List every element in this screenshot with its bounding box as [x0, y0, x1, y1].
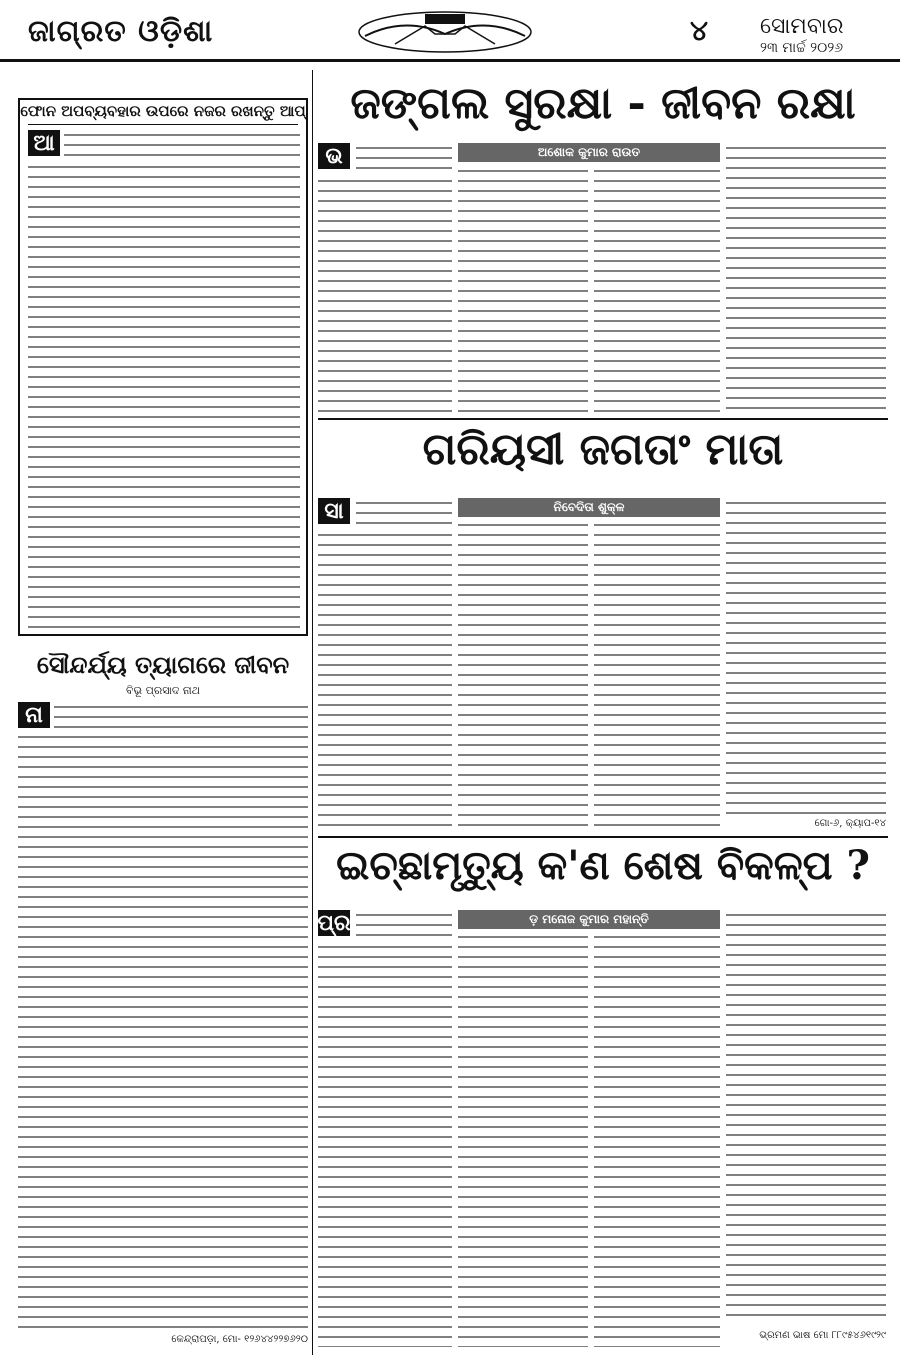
left-article-body-text [18, 732, 308, 1328]
page-number: ୪ [690, 14, 708, 47]
emblem-logo-icon [355, 6, 535, 56]
article1-col4 [726, 143, 886, 412]
article3-col1 [318, 942, 452, 1347]
article3-headline: ଇଚ୍ଛାମୃତ୍ୟୁ କ'ଣ ଶେଷ ବିକଳ୍ପ ? [336, 842, 870, 889]
masthead [0, 0, 900, 62]
left-box-text-intro [64, 130, 300, 158]
issue-day: ସୋମବାର [760, 14, 844, 39]
article2-signature: ଗୋ-୬, କ୍ୟାପ-୧୪ [814, 818, 886, 829]
article1-col3 [594, 166, 720, 412]
article2-headline: ଗରିୟସୀ ଜଗତାଂ ମାତା [422, 424, 784, 475]
article3-dropcap: ପ୍ର [317, 910, 351, 936]
article1-intro [356, 143, 452, 171]
article1-col1 [318, 176, 452, 412]
article1-headline: ଜଙ୍ଗଲ ସୁରକ୍ଷା - ଜୀବନ ରକ୍ଷା [350, 78, 856, 129]
left-article-author: ବିଭୂ ପ୍ରସାଦ ନାଥ [125, 684, 201, 697]
article1-col2 [458, 166, 588, 412]
article2-col1 [318, 530, 452, 830]
left-box-body-text [28, 162, 300, 630]
left-article-dropcap: ନା [18, 702, 50, 728]
article3-col4 [726, 910, 886, 1320]
article3-col2 [458, 932, 588, 1347]
left-article-intro [54, 702, 308, 728]
newspaper-brand: ଜାଗ୍ରତ ଓଡ଼ିଶା [28, 14, 214, 49]
article3-intro [356, 910, 452, 938]
article2-intro [356, 498, 452, 526]
article1-byline: ଅଶୋକ କୁମାର ରାଉତ [458, 143, 720, 162]
article2-col4 [726, 498, 886, 816]
article2-byline: ନିବେଦିତା ଶୁକ୍ଳ [458, 498, 720, 517]
issue-date: ୨୩ ମାର୍ଚ୍ଚ ୨୦୨୬ [760, 40, 844, 56]
article2-dropcap: ସା [318, 498, 350, 524]
article2-col3 [594, 520, 720, 830]
article2-col2 [458, 520, 588, 830]
left-box-title: ଫୋନ ଅପବ୍ୟବହାର ଉପରେ ନଜର ରଖନ୍ତୁ ଆପ୍ [20, 102, 306, 120]
article1-dropcap: ଭ [318, 143, 350, 169]
left-article-title: ସୌନ୍ଦର୍ଯ୍ୟ ତ୍ୟାଗରେ ଜୀବନ [36, 650, 290, 679]
article3-col3 [594, 932, 720, 1347]
left-boxed-article [18, 98, 308, 636]
article3-signature: ଭ୍ରମଣ ଭାଷ ମୋ ୮୮୯୫୪୬୧୯୨୯ [759, 1330, 886, 1341]
left-article-signature: କେନ୍ଦ୍ରାପଡ଼ା, ମୋ- ୧୨୬୪୪୨୨୭୬୨୦ [171, 1334, 308, 1345]
left-box-dropcap: ଆ [28, 130, 60, 156]
article3-byline: ଡ଼ ମନୋଜ କୁମାର ମହାନ୍ତି [458, 910, 720, 929]
left-article [18, 650, 308, 1350]
